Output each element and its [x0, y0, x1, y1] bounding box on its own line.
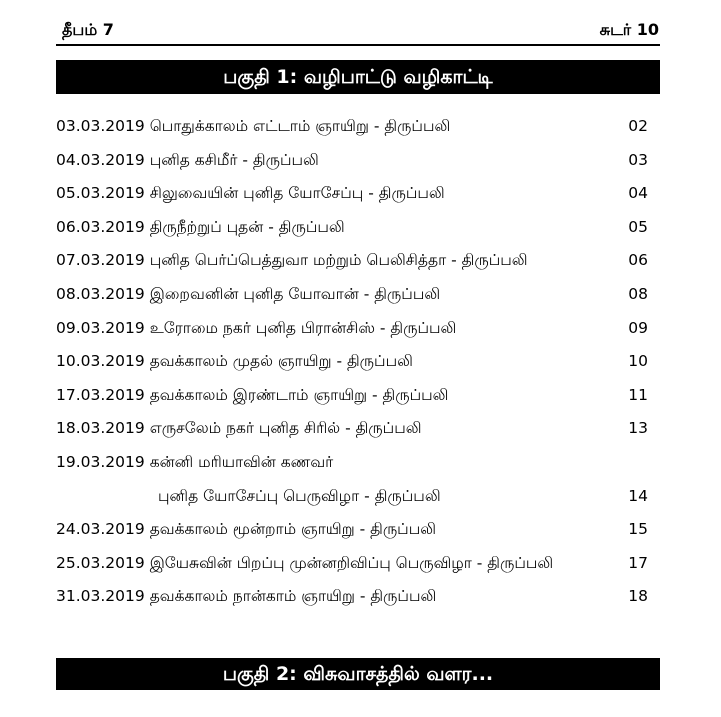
toc-title: புனித பெர்ப்பெத்துவா மற்றும் பெலிசித்தா - திருப்பலி	[149, 251, 528, 270]
toc-date: 05.03.2019	[56, 184, 145, 203]
toc-title: தவக்காலம் இரண்டாம் ஞாயிறு - திருப்பலி	[149, 385, 449, 404]
toc-page-number: 04	[628, 184, 648, 203]
toc-date: 19.03.2019	[56, 452, 145, 471]
toc-date: 31.03.2019	[56, 587, 145, 606]
toc-page-number: 08	[628, 284, 648, 303]
toc-date: 07.03.2019	[56, 251, 145, 270]
toc-date: 24.03.2019	[56, 520, 145, 539]
toc-page-number: 05	[628, 217, 648, 236]
toc-title: தவக்காலம் மூன்றாம் ஞாயிறு - திருப்பலி	[149, 520, 437, 539]
toc-date: 17.03.2019	[56, 385, 145, 404]
toc-row-continuation[interactable]	[56, 480, 652, 514]
toc-date: 03.03.2019	[56, 117, 145, 135]
page-header-left: தீபம் 7	[62, 20, 114, 39]
toc-page-number: 02	[628, 117, 648, 135]
page-header-right: சுடர் 10	[599, 20, 659, 39]
toc-date: 18.03.2019	[56, 419, 145, 438]
toc-date: 04.03.2019	[56, 150, 145, 169]
toc-row[interactable]	[56, 244, 652, 278]
toc-row[interactable]	[56, 446, 652, 480]
toc-date: 09.03.2019	[56, 318, 145, 337]
section-heading-1: பகுதி 1: வழிபாட்டு வழிகாட்டி	[56, 60, 660, 94]
toc-title: எருசலேம் நகர் புனித சிரில் - திருப்பலி	[149, 419, 422, 438]
toc-page-number: 03	[628, 150, 648, 169]
toc-title: பொதுக்காலம் எட்டாம் ஞாயிறு - திருப்பலி	[149, 117, 451, 135]
toc-row[interactable]	[56, 110, 652, 144]
toc-date: 25.03.2019	[56, 553, 145, 572]
toc-page-number: 18	[628, 587, 648, 606]
toc-page-number: 06	[628, 251, 648, 270]
toc-page-number: 15	[628, 520, 648, 539]
toc-page-number: 14	[628, 486, 648, 505]
toc-title: இயேசுவின் பிறப்பு முன்னறிவிப்பு பெருவிழா - திருப்பலி	[149, 553, 554, 572]
toc-row[interactable]	[56, 278, 652, 312]
toc-title: சிலுவையின் புனித யோசேப்பு - திருப்பலி	[149, 184, 445, 203]
toc-row[interactable]	[56, 379, 652, 413]
toc-title: திருநீற்றுப் புதன் - திருப்பலி	[149, 217, 345, 236]
table-of-contents	[56, 110, 652, 614]
toc-date: 06.03.2019	[56, 217, 145, 236]
toc-title: உரோமை நகர் புனித பிரான்சிஸ் - திருப்பலி	[149, 318, 457, 337]
header-rule	[56, 44, 660, 46]
toc-title: புனித கசிமீர் - திருப்பலி	[149, 150, 319, 169]
toc-row[interactable]	[56, 345, 652, 379]
toc-page-number: 11	[628, 385, 648, 404]
toc-page-number: 09	[628, 318, 648, 337]
toc-page-number: 13	[628, 419, 648, 438]
toc-title: தவக்காலம் நான்காம் ஞாயிறு - திருப்பலி	[149, 587, 437, 606]
toc-title: தவக்காலம் முதல் ஞாயிறு - திருப்பலி	[149, 352, 413, 371]
toc-row[interactable]	[56, 312, 652, 346]
toc-date: 08.03.2019	[56, 284, 145, 303]
toc-row[interactable]	[56, 412, 652, 446]
toc-row[interactable]	[56, 580, 652, 614]
section-heading-2: பகுதி 2: விசுவாசத்தில் வளர...	[56, 658, 660, 690]
toc-row[interactable]	[56, 513, 652, 547]
toc-date: 10.03.2019	[56, 352, 145, 371]
toc-title: கன்னி மரியாவின் கணவர்	[149, 452, 334, 471]
toc-row[interactable]	[56, 177, 652, 211]
toc-page-number: 10	[628, 352, 648, 371]
toc-title: புனித யோசேப்பு பெருவிழா - திருப்பலி	[158, 486, 441, 505]
toc-row[interactable]	[56, 211, 652, 245]
toc-row[interactable]	[56, 547, 652, 581]
toc-title: இறைவனின் புனித யோவான் - திருப்பலி	[149, 284, 441, 303]
toc-row[interactable]	[56, 144, 652, 178]
toc-page-number: 17	[628, 553, 648, 572]
